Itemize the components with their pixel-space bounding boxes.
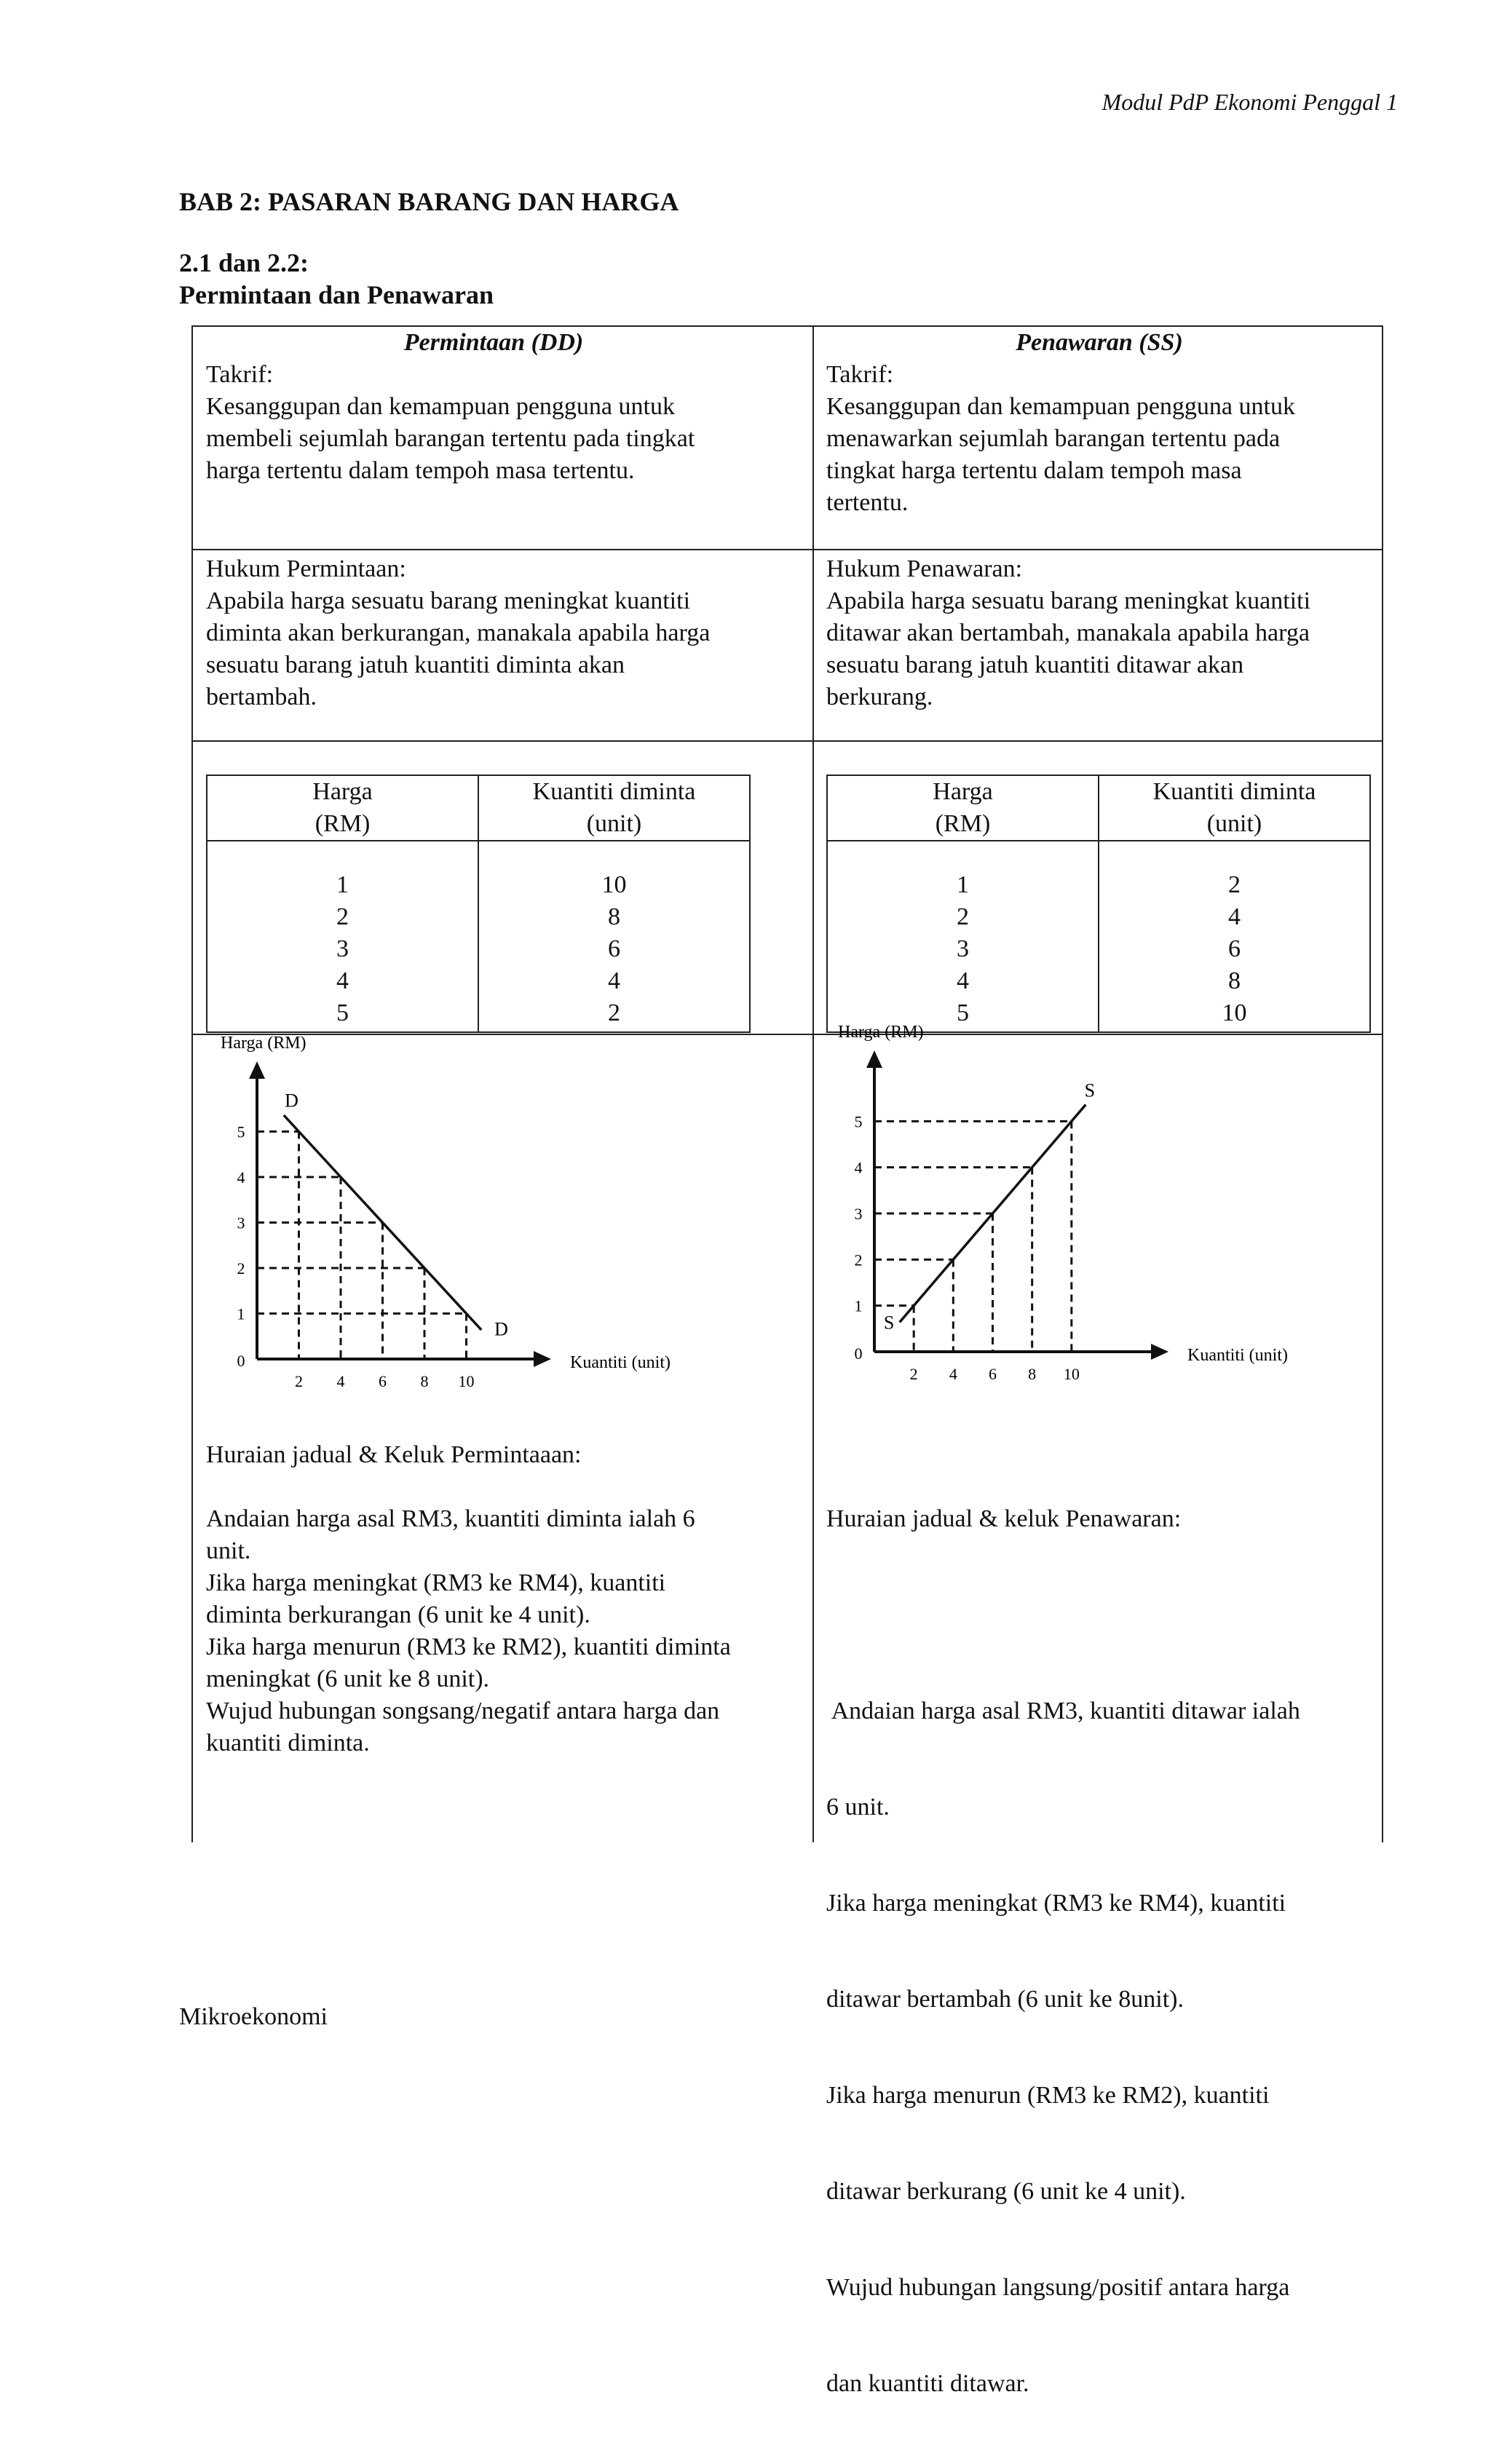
demand-definition-cell — [206, 327, 781, 487]
quantity-value: 6 — [1228, 935, 1241, 962]
schedule-price-values — [207, 869, 478, 1029]
supply-law-line: berkurang. — [826, 684, 933, 710]
x-axis-arrow — [534, 1351, 551, 1367]
page-footer: Mikroekonomi — [179, 2003, 328, 2030]
price-value: 2 — [336, 903, 349, 930]
x-axis-arrow — [1151, 1344, 1168, 1360]
price-value: 3 — [336, 935, 349, 962]
x-tick-label: 10 — [458, 1372, 475, 1390]
supply-law-label: Hukum Penawaran: — [826, 555, 1023, 582]
quantity-value: 2 — [1228, 871, 1241, 898]
supply-curve-chart — [826, 1023, 1380, 1403]
header-line: (unit) — [1206, 810, 1262, 837]
x-tick-label: 4 — [336, 1372, 345, 1390]
y-tick-label: 1 — [237, 1304, 245, 1323]
supply-explanation-line: Andaian harga asal RM3, kuantiti ditawar ialah — [826, 1698, 1300, 1724]
y-tick-label: 3 — [854, 1205, 863, 1223]
quantity-value: 6 — [608, 935, 620, 962]
table-border-right — [1382, 325, 1383, 1842]
supply-law-line: ditawar akan bertambah, manakala apabila harga — [826, 619, 1310, 646]
price-value: 5 — [957, 999, 969, 1026]
supply-definition-label: Takrif: — [826, 361, 894, 388]
supply-schedule-table — [826, 775, 1371, 1033]
demand-law-line: sesuatu barang jatuh kuantiti diminta akan — [206, 651, 625, 678]
y-tick-label: 1 — [854, 1296, 863, 1315]
price-value: 1 — [336, 871, 349, 898]
supply-definition-line: menawarkan sejumlah barangan tertentu pada — [826, 425, 1281, 452]
schedule-header-quantity — [1099, 776, 1369, 840]
schedule-header-divider — [828, 840, 1369, 841]
curve-label-top: D — [285, 1090, 298, 1112]
x-tick-label: 10 — [1063, 1365, 1080, 1383]
y-axis-arrow — [866, 1050, 882, 1068]
schedule-quantity-values — [479, 869, 749, 1029]
quantity-value: 4 — [608, 967, 620, 994]
quantity-value: 10 — [601, 871, 627, 898]
supply-definition-line: tingkat harga tertentu dalam tempoh masa — [826, 457, 1242, 484]
demand-explanation-cell — [206, 1439, 781, 1759]
supply-law-cell — [826, 553, 1372, 713]
quantity-value: 2 — [608, 999, 620, 1026]
origin-label: 0 — [237, 1352, 245, 1370]
demand-law-line: Apabila harga sesuatu barang meningkat kuantiti — [206, 587, 691, 614]
chapter-title: BAB 2: PASARAN BARANG DAN HARGA — [179, 187, 679, 216]
header-line: Harga — [312, 778, 373, 805]
supply-definition-line: Kesanggupan dan kemampuan pengguna untuk — [826, 393, 1295, 420]
demand-law-label: Hukum Permintaan: — [206, 555, 406, 582]
supply-explanation-line: dan kuantiti ditawar. — [826, 2370, 1029, 2397]
schedule-header-quantity — [479, 776, 749, 840]
demand-definition-line: harga tertentu dalam tempoh masa tertentu. — [206, 457, 635, 484]
demand-explanation-line: diminta berkurangan (6 unit ke 4 unit). — [206, 1601, 590, 1628]
section-number: 2.1 dan 2.2: — [179, 248, 309, 277]
supply-law-line: sesuatu barang jatuh kuantiti ditawar akan — [826, 651, 1244, 678]
quantity-value: 8 — [1228, 967, 1241, 994]
demand-definition-label: Takrif: — [206, 361, 274, 388]
demand-explanation-line: unit. — [206, 1537, 251, 1564]
demand-heading: Permintaan (DD) — [403, 329, 584, 356]
curve-label-bottom: S — [883, 1312, 895, 1334]
demand-law-cell — [206, 553, 781, 713]
header-line: Kuantiti diminta — [532, 778, 696, 805]
y-tick-label: 4 — [854, 1158, 863, 1177]
y-axis-arrow — [249, 1061, 265, 1079]
y-tick-label: 5 — [854, 1112, 863, 1131]
supply-explanation-line: Jika harga meningkat (RM3 ke RM4), kuantiti — [826, 1890, 1286, 1917]
x-tick-label: 8 — [1028, 1365, 1037, 1383]
row-divider-1 — [191, 549, 1383, 550]
x-tick-label: 2 — [295, 1372, 303, 1390]
supply-explanation-cell — [826, 1439, 1372, 2464]
header-line: (unit) — [586, 810, 642, 837]
supply-explanation-line: Wujud hubungan langsung/positif antara harga — [826, 2274, 1290, 2301]
supply-explanation-line: Jika harga menurun (RM3 ke RM2), kuantiti — [826, 2082, 1270, 2109]
y-tick-label: 5 — [237, 1122, 245, 1141]
header-line: Kuantiti diminta — [1152, 778, 1316, 805]
supply-explanation-label: Huraian jadual & keluk Penawaran: — [826, 1505, 1182, 1532]
header-line: (RM) — [935, 810, 991, 837]
row-divider-2 — [191, 740, 1383, 742]
x-axis-title: Kuantiti (unit) — [570, 1353, 671, 1372]
price-value: 2 — [957, 903, 969, 930]
schedule-price-values — [828, 869, 1098, 1029]
demand-definition-line: Kesanggupan dan kemampuan pengguna untuk — [206, 393, 675, 420]
price-value: 3 — [957, 935, 969, 962]
y-axis-title: Harga (RM) — [838, 1023, 924, 1042]
section-title: Permintaan dan Penawaran — [179, 280, 494, 309]
supply-explanation-line: ditawar bertambah (6 unit ke 8unit). — [826, 1986, 1184, 2013]
quantity-value: 4 — [1228, 903, 1241, 930]
price-value: 1 — [957, 871, 969, 898]
curve-label-top: S — [1084, 1080, 1096, 1101]
demand-definition-line: membeli sejumlah barangan tertentu pada tingkat — [206, 425, 695, 452]
header-line: Harga — [933, 778, 993, 805]
supply-definition-cell — [826, 327, 1372, 519]
demand-explanation-line: Jika harga menurun (RM3 ke RM2), kuantiti diminta — [206, 1633, 731, 1660]
x-tick-label: 6 — [379, 1372, 387, 1390]
x-tick-label: 4 — [949, 1365, 957, 1383]
row-divider-3 — [191, 1034, 1383, 1035]
price-value: 4 — [957, 967, 969, 994]
demand-schedule-table — [206, 775, 751, 1033]
x-tick-label: 6 — [989, 1365, 997, 1383]
x-tick-label: 8 — [420, 1372, 429, 1390]
supply-explanation-line: 6 unit. — [826, 1794, 890, 1821]
demand-curve-chart — [206, 1034, 803, 1403]
schedule-header-divider — [207, 840, 749, 841]
y-tick-label: 2 — [237, 1259, 245, 1277]
curve-label-bottom: D — [494, 1318, 508, 1340]
price-value: 4 — [336, 967, 349, 994]
quantity-value: 8 — [608, 903, 620, 930]
y-tick-label: 3 — [237, 1213, 245, 1232]
supply-definition-line: tertentu. — [826, 489, 909, 516]
table-divider-middle — [812, 325, 814, 1842]
y-tick-label: 4 — [237, 1168, 245, 1187]
demand-explanation-line: Wujud hubungan songsang/negatif antara harga dan — [206, 1698, 720, 1724]
demand-explanation-line: Jika harga meningkat (RM3 ke RM4), kuantiti — [206, 1569, 666, 1596]
schedule-header-price — [207, 776, 478, 840]
y-tick-label: 2 — [854, 1251, 863, 1269]
demand-law-line: bertambah. — [206, 684, 317, 710]
demand-explanation-line: meningkat (6 unit ke 8 unit). — [206, 1665, 490, 1692]
price-value: 5 — [336, 999, 349, 1026]
supply-law-line: Apabila harga sesuatu barang meningkat kuantiti — [826, 587, 1311, 614]
x-axis-title: Kuantiti (unit) — [1187, 1346, 1288, 1365]
supply-explanation-line: ditawar berkurang (6 unit ke 4 unit). — [826, 2178, 1186, 2205]
header-line: (RM) — [315, 810, 371, 837]
demand-explanation-line: kuantiti diminta. — [206, 1730, 370, 1756]
schedule-quantity-values — [1099, 869, 1369, 1029]
x-tick-label: 2 — [909, 1365, 918, 1383]
origin-label: 0 — [854, 1344, 863, 1363]
running-header: Modul PdP Ekonomi Penggal 1 — [1102, 89, 1398, 115]
supply-heading: Penawaran (SS) — [1016, 329, 1183, 356]
y-axis-title: Harga (RM) — [221, 1034, 306, 1053]
demand-explanation-label: Huraian jadual & Keluk Permintaaan: — [206, 1441, 582, 1468]
schedule-header-price — [828, 776, 1098, 840]
table-border-left — [191, 325, 193, 1842]
demand-law-line: diminta akan berkurangan, manakala apabila harga — [206, 619, 711, 646]
quantity-value: 10 — [1222, 999, 1247, 1026]
demand-explanation-line: Andaian harga asal RM3, kuantiti diminta ialah 6 — [206, 1505, 695, 1532]
